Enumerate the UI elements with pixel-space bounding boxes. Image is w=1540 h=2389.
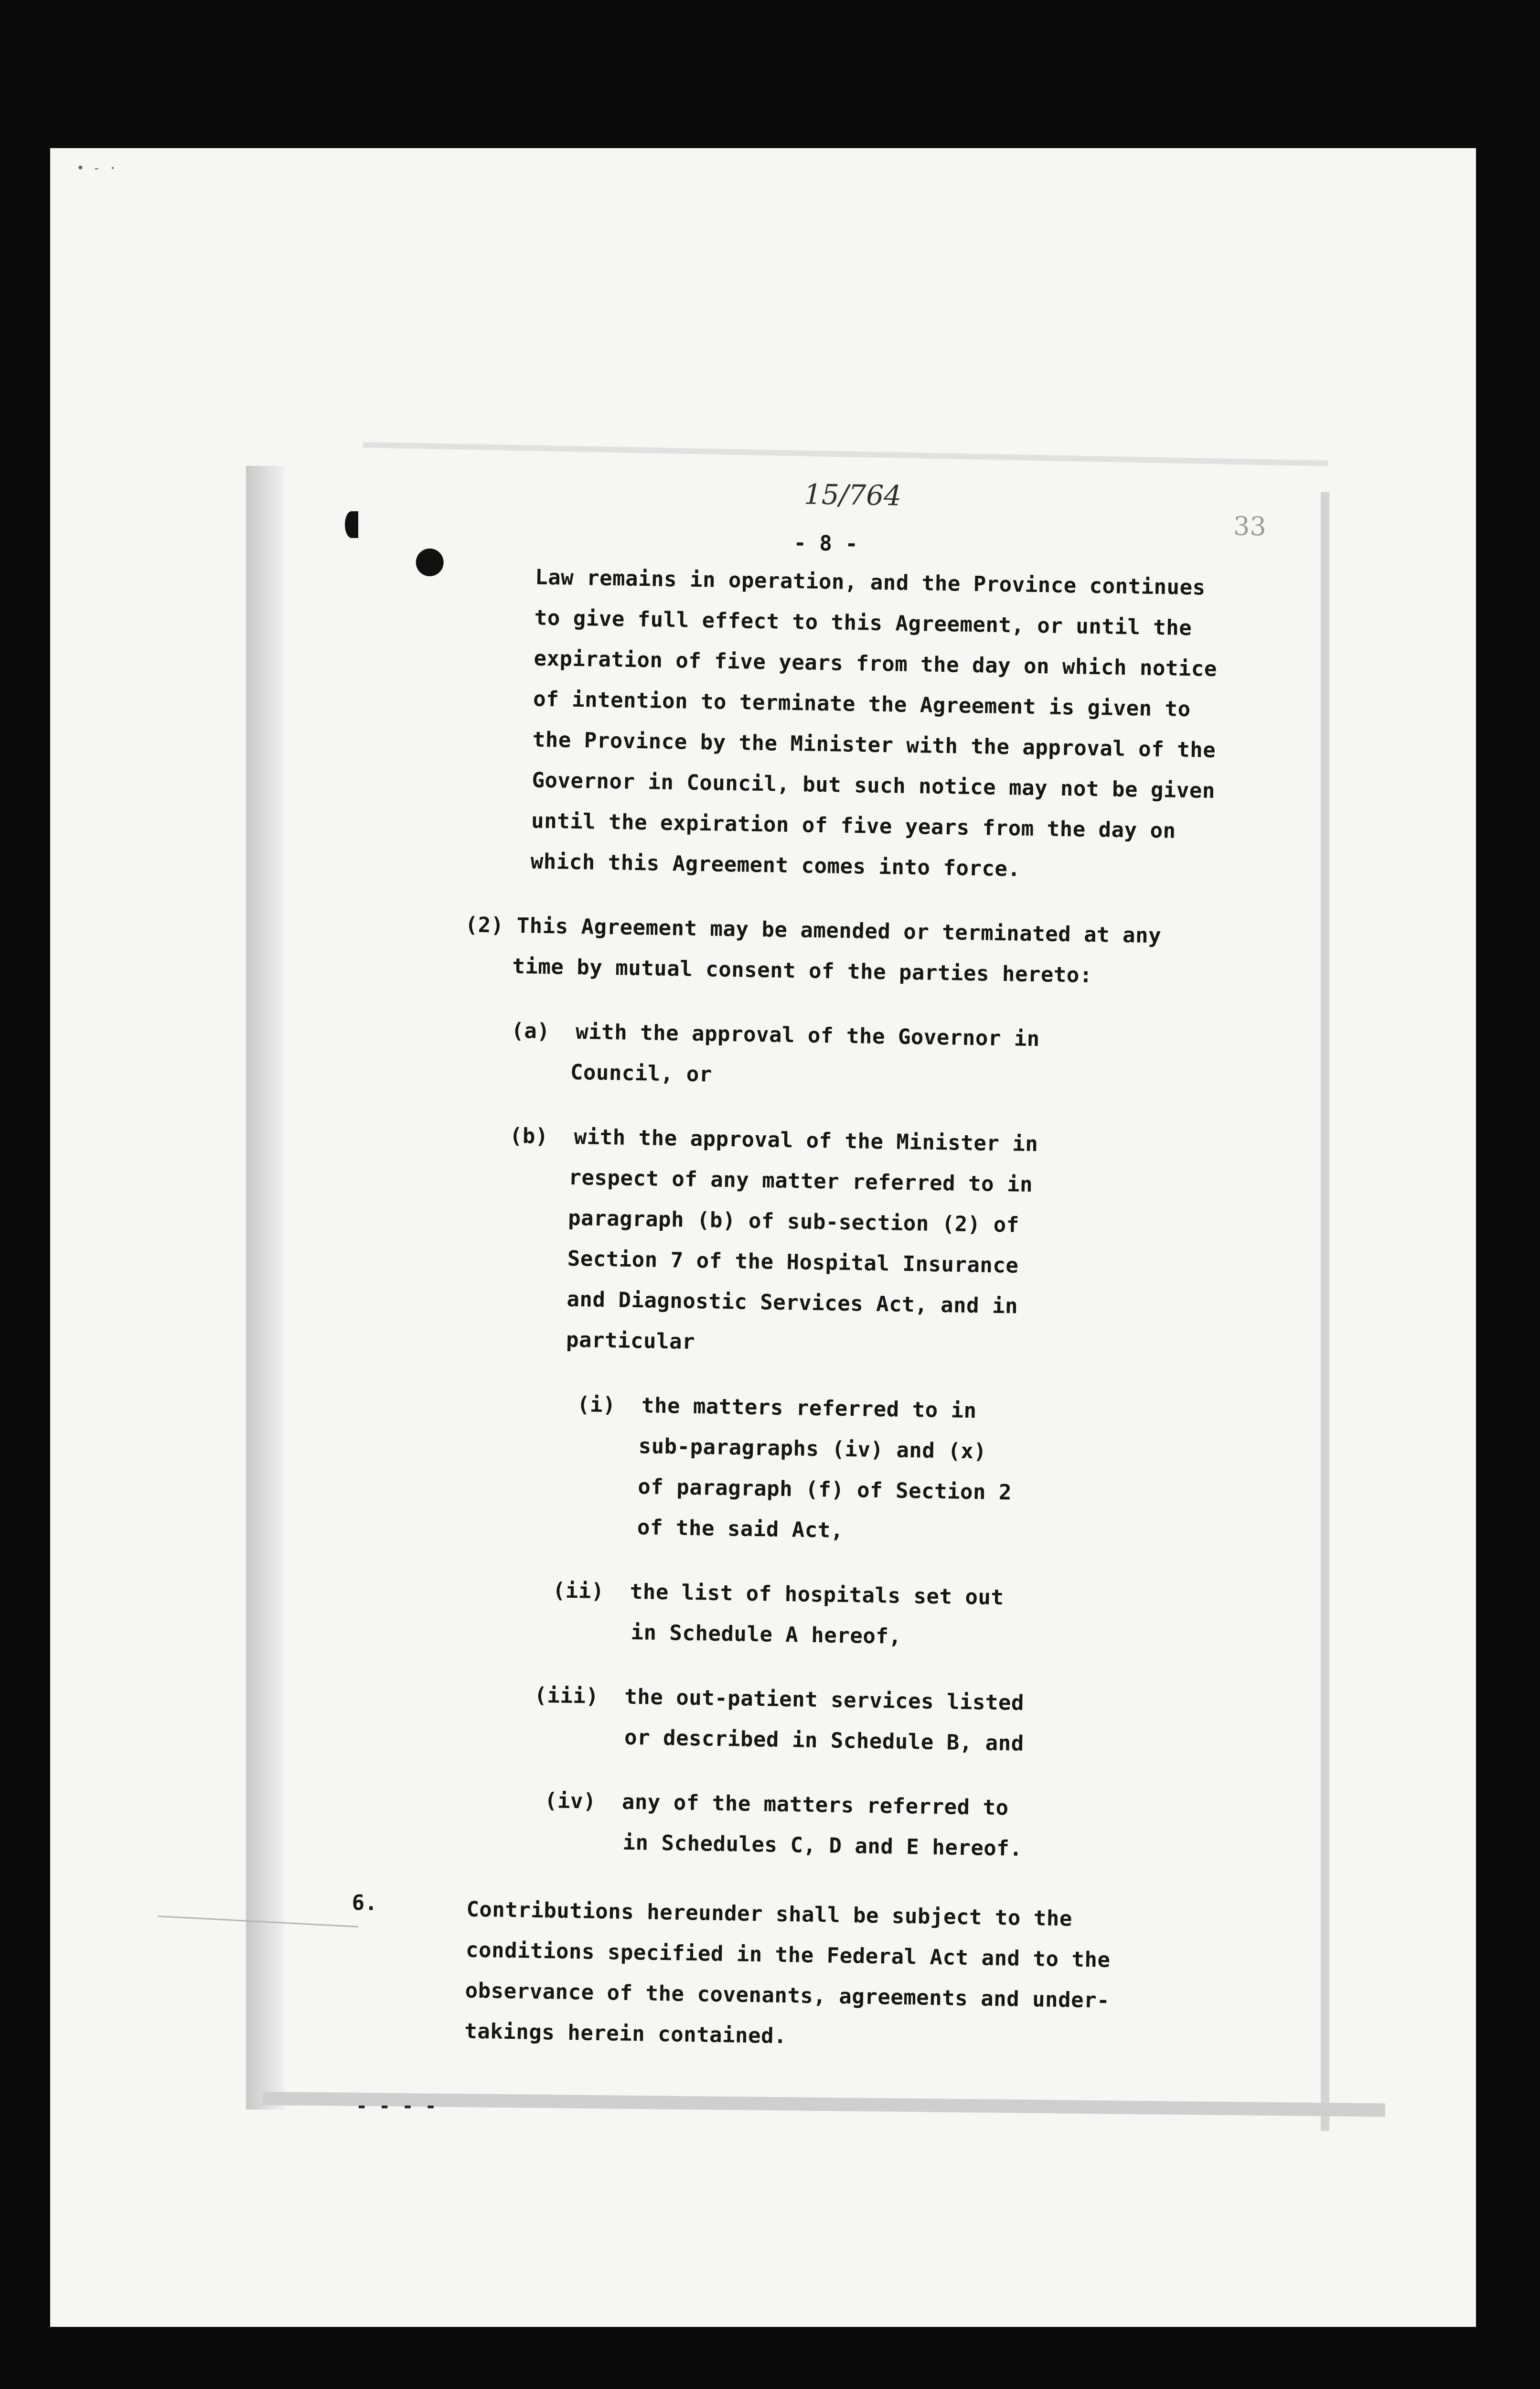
section-6-number: 6. — [352, 1890, 378, 1916]
footer-dashes: - - - - — [356, 2095, 437, 2117]
clause-b-line-5: and Diagnostic Services Act, and in — [567, 1287, 1018, 1319]
item-ii-line-1: (ii) the list of hospitals set out — [552, 1578, 1004, 1610]
section-6-line-4: takings herein contained. — [464, 2019, 787, 2049]
page-stamp-number: 33 — [1233, 511, 1267, 542]
page-number: - 8 - — [793, 531, 858, 557]
clause-b-line-6: particular — [566, 1327, 695, 1354]
clause-a-line-1: (a) with the approval of the Governor in — [511, 1018, 1040, 1052]
clause-a-line-2: Council, or — [570, 1060, 713, 1087]
body-line-8: which this Agreement comes into force. — [530, 849, 1021, 882]
section-6-line-1: Contributions hereunder shall be subject to the — [466, 1897, 1073, 1931]
body-line-5: the Province by the Minister with the approval of the — [532, 727, 1216, 763]
body-line-7: until the expiration of five years from the day on — [531, 808, 1176, 843]
clause-b-line-3: paragraph (b) of sub-section (2) of — [567, 1205, 1020, 1238]
item-i-line-1: (i) the matters referred to in — [577, 1392, 977, 1423]
item-ii-line-2: in Schedule A hereof, — [631, 1620, 902, 1649]
subsection-2-line-2: time by mutual consent of the parties hereto: — [512, 954, 1093, 988]
body-line-1: Law remains in operation, and the Province continues — [535, 565, 1206, 600]
punch-hole — [416, 549, 444, 577]
section-6-line-3: observance of the covenants, agreements and under- — [465, 1978, 1110, 2013]
section-6-line-2: conditions specified in the Federal Act and to the — [465, 1937, 1111, 1972]
handwritten-reference: 15/764 — [803, 478, 902, 512]
body-line-3: expiration of five years from the day on which notice — [534, 646, 1218, 681]
clause-b-line-4: Section 7 of the Hospital Insurance — [567, 1246, 1019, 1278]
clause-b-line-2: respect of any matter referred to in — [568, 1165, 1033, 1197]
scan-specks: • - · — [76, 160, 117, 176]
body-line-2: to give full effect to this Agreement, or until the — [534, 605, 1192, 641]
item-iv-line-1: (iv) any of the matters referred to — [544, 1788, 1009, 1820]
item-iv-line-2: in Schedules C, D and E hereof. — [622, 1830, 1023, 1861]
clause-b-line-1: (b) with the approval of the Minister in — [509, 1123, 1038, 1157]
item-i-line-3: of paragraph (f) of Section 2 — [637, 1474, 1012, 1505]
item-i-line-4: of the said Act, — [637, 1515, 844, 1543]
subsection-2-line-1: (2) This Agreement may be amended or terminated at any — [465, 913, 1162, 948]
body-line-4: of intention to terminate the Agreement is given to — [533, 687, 1191, 722]
item-iii-line-1: (iii) the out-patient services listed — [534, 1683, 1025, 1715]
body-line-6: Governor in Council, but such notice may not be given — [532, 768, 1216, 803]
item-iii-line-2: or described in Schedule B, and — [624, 1725, 1025, 1756]
item-i-line-2: sub-paragraphs (iv) and (x) — [638, 1434, 987, 1464]
